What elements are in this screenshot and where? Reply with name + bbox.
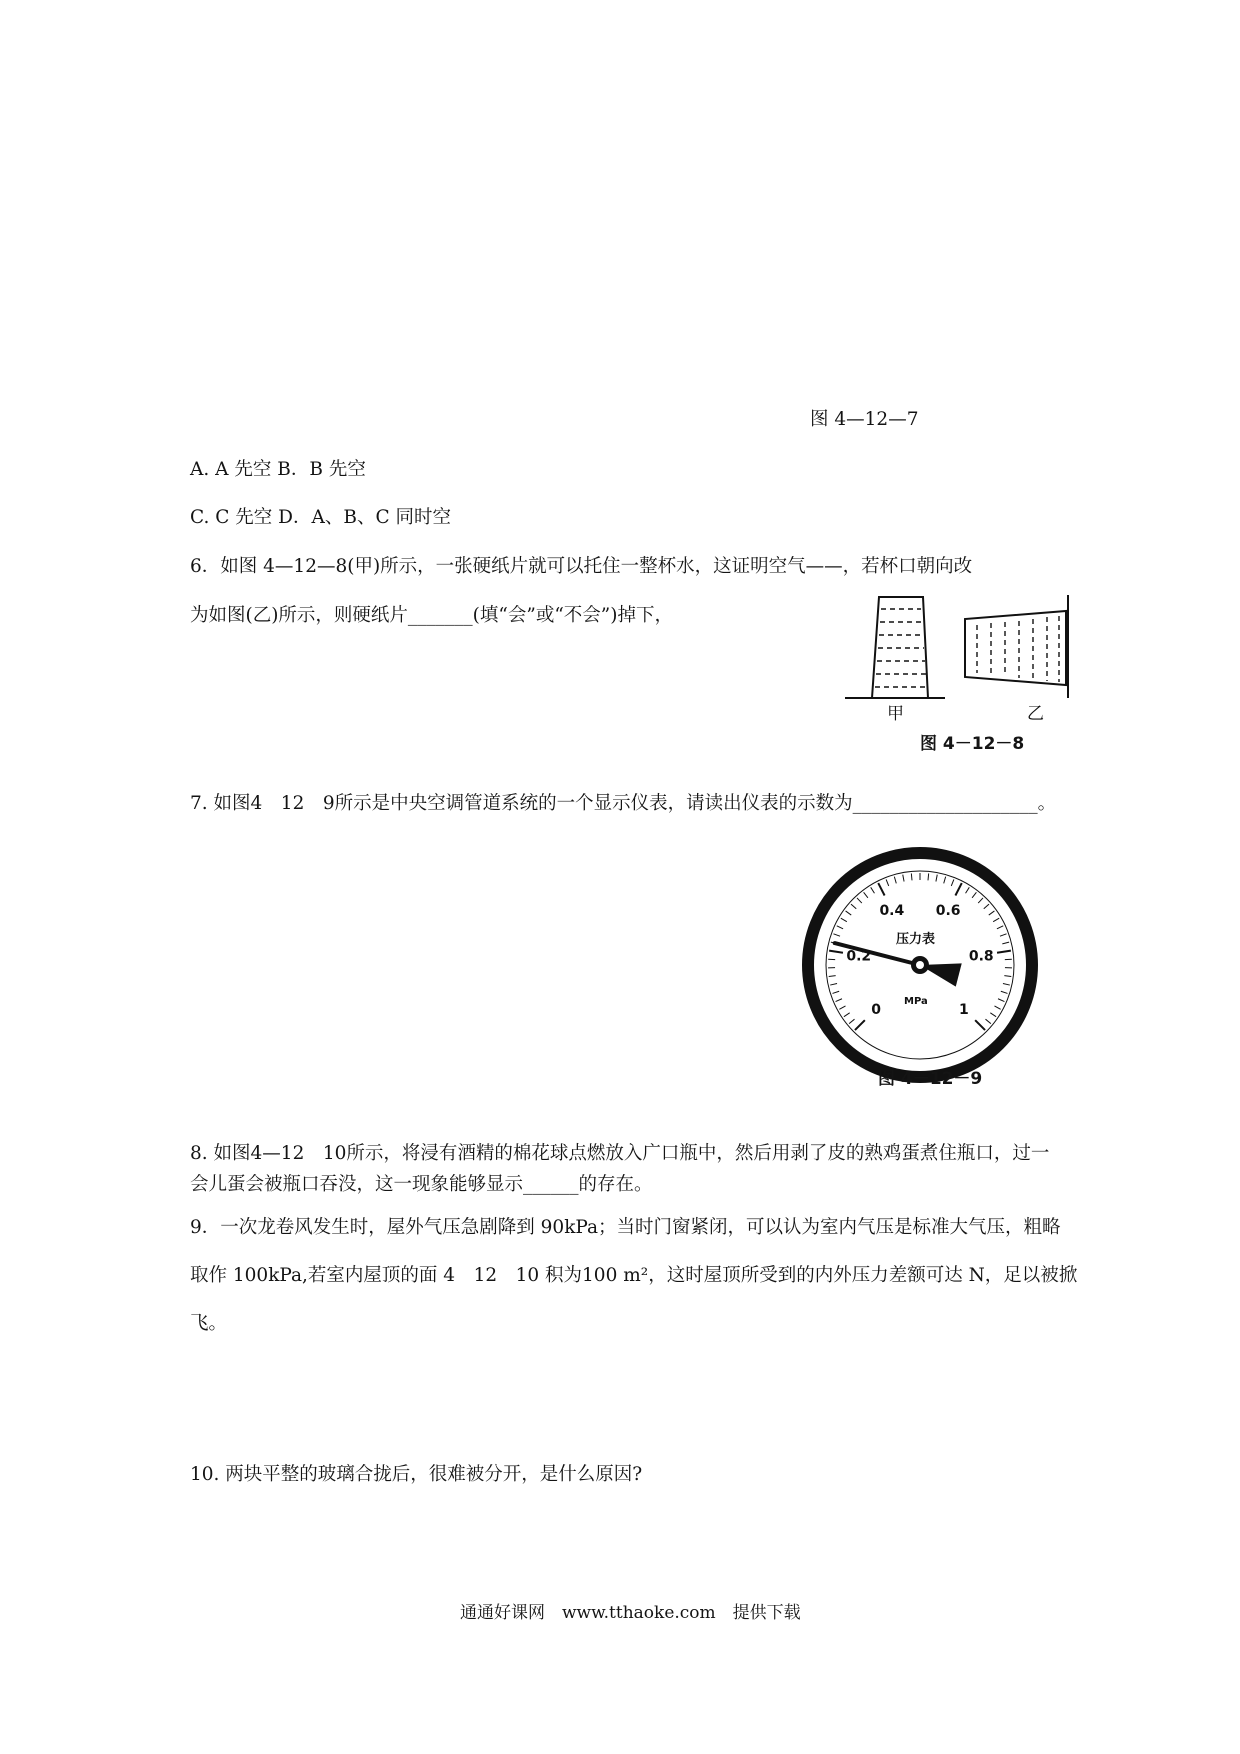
figure-4-12-9-caption: 图 4－12－9 <box>878 1069 983 1089</box>
footer-text: 通通好课网 www.tthaoke.com 提供下载 <box>460 1603 801 1623</box>
q9-line-3: 飞。 <box>190 1313 228 1334</box>
q6-line-1: 6．如图 4—12—8(甲)所示，一张硬纸片就可以托住一整杯水，这证明空气——，若杯口朝向改 <box>190 556 973 577</box>
gauge-title: 压力表 <box>896 932 936 947</box>
gauge-tick-label: 0.8 <box>968 948 994 965</box>
gauge-unit: MPa <box>904 996 928 1007</box>
q9-line-1: 9．一次龙卷风发生时，屋外气压急剧降到 90kPa；当时门窗紧闭，可以认为室内气压是标准大气压，粗略 <box>190 1217 1061 1238</box>
label-jia: 甲 <box>887 704 904 724</box>
figure-4-12-8 <box>845 595 1085 735</box>
cup-sideways-diagram <box>965 595 1068 698</box>
gauge-tick-label: 0.6 <box>935 902 961 919</box>
q10-text: 10. 两块平整的玻璃合拢后，很难被分开，是什么原因? <box>190 1464 643 1485</box>
gauge-tick-label: 0.2 <box>846 948 872 965</box>
gauge-tick-label: 0.4 <box>879 902 905 919</box>
pressure-gauge <box>800 845 1040 1085</box>
figure-4-12-7-caption: 图 4—12—7 <box>810 409 919 430</box>
q8-line-2: 会儿蛋会被瓶口吞没，这一现象能够显示______的存在。 <box>190 1174 653 1195</box>
q5-options-line-2: C. C 先空 D．A、B、C 同时空 <box>190 507 451 528</box>
label-yi: 乙 <box>1027 704 1044 724</box>
q8-line-1: 8. 如图4—12 10所示，将浸有酒精的棉花球点燃放入广口瓶中，然后用剥了皮的熟鸡蛋煮住瓶口，过一 <box>190 1143 1050 1164</box>
figure-4-12-8-caption: 图 4－12－8 <box>920 734 1025 754</box>
q7-text: 7. 如图4 12 9所示是中央空调管道系统的一个显示仪表，请读出仪表的示数为____________________。 <box>190 793 1057 814</box>
gauge-tick-label: 0 <box>871 1001 882 1018</box>
cup-upright-diagram <box>845 597 945 698</box>
q6-line-2: 为如图(乙)所示，则硬纸片_______(填“会”或“不会”)掉下， <box>190 605 673 626</box>
q9-line-2: 取作 100kPa,若室内屋顶的面 4 12 10 积为100 m²，这时屋顶所受到的内外压力差额可达 N，足以被掀 <box>190 1265 1078 1286</box>
gauge-tick-label: 1 <box>958 1001 969 1018</box>
q5-options-line-1: A. A 先空 B．B 先空 <box>190 459 366 480</box>
